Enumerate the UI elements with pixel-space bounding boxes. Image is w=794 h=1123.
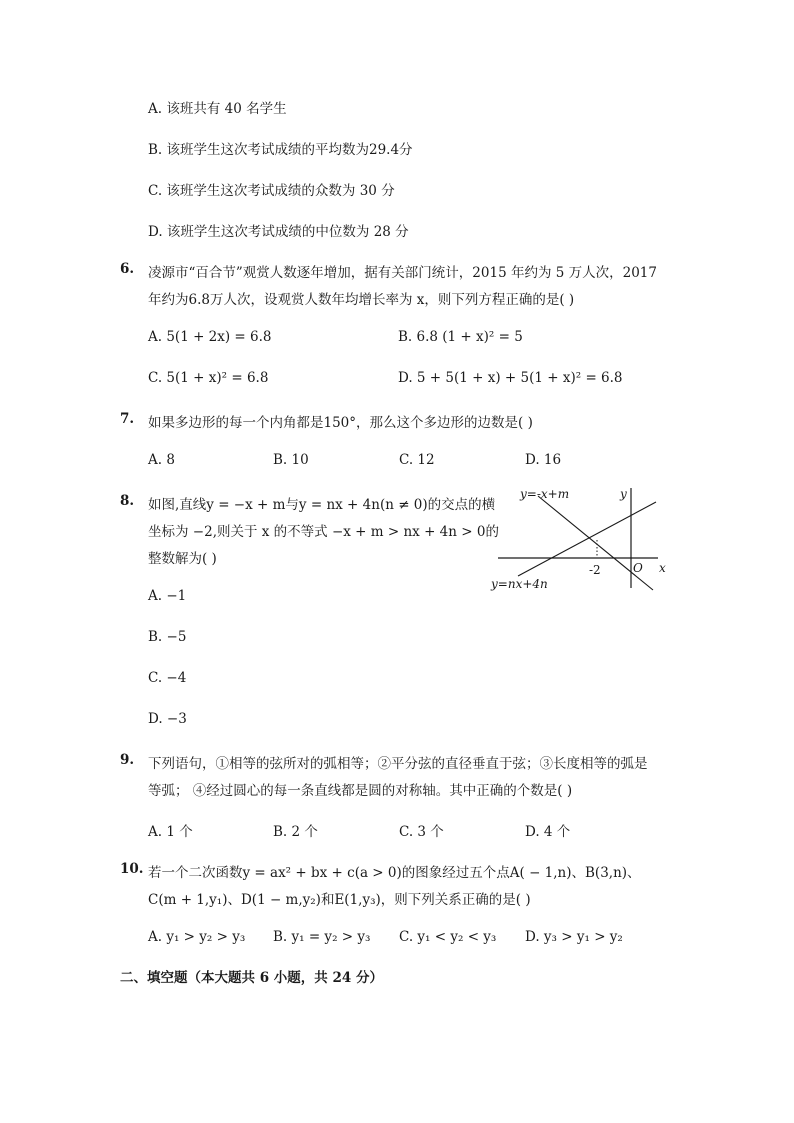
q8-stem-line2: 坐标为 −2,则关于 x 的不等式 −x + m > nx + 4n > 0的 bbox=[148, 524, 499, 540]
q7-option-c: C. 12 bbox=[399, 452, 435, 468]
q8-stem-line1: 如图,直线y = −x + m与y = nx + 4n(n ≠ 0)的交点的横 bbox=[148, 497, 496, 513]
q6-option-c: C. 5(1 + x)² = 6.8 bbox=[148, 370, 269, 386]
q10-option-c: C. y₁ < y₂ < y₃ bbox=[399, 929, 497, 945]
label-x-axis: x bbox=[659, 561, 666, 575]
q6-option-a: A. 5(1 + 2x) = 6.8 bbox=[148, 329, 272, 345]
label-origin: O bbox=[633, 561, 643, 575]
q5-option-c: C. 该班学生这次考试成绩的众数为 30 分 bbox=[148, 183, 395, 199]
q10-option-a: A. y₁ > y₂ > y₃ bbox=[148, 929, 246, 945]
q9-stem-line2: 等弧； ④经过圆心的每一条直线都是圆的对称轴。其中正确的个数是( ) bbox=[148, 783, 573, 799]
q10-stem-line1: 若一个二次函数y = ax² + bx + c(a > 0)的图象经过五个点A( − 1,n)、B(3,n)、 bbox=[148, 865, 641, 881]
q5-option-a: A. 该班共有 40 名学生 bbox=[148, 101, 287, 117]
q8-option-b: B. −5 bbox=[148, 629, 187, 645]
q6-option-d: D. 5 + 5(1 + x) + 5(1 + x)² = 6.8 bbox=[398, 370, 623, 386]
label-line1: y=-x+m bbox=[520, 487, 570, 501]
section-heading-fill-in: 二、填空题（本大题共 6 小题，共 24 分） bbox=[120, 970, 383, 986]
label-tick: -2 bbox=[589, 563, 601, 577]
q9-number: 9. bbox=[120, 752, 135, 768]
q6-stem-line2: 年约为6.8万人次，设观赏人数年均增长率为 x，则下列方程正确的是( ) bbox=[148, 292, 575, 308]
q9-option-b: B. 2 个 bbox=[273, 824, 318, 840]
q5-option-d: D. 该班学生这次考试成绩的中位数为 28 分 bbox=[148, 224, 409, 240]
q6-number: 6. bbox=[120, 261, 135, 277]
q6-option-b: B. 6.8 (1 + x)² = 5 bbox=[398, 329, 523, 345]
q9-option-d: D. 4 个 bbox=[525, 824, 571, 840]
q9-stem-line1: 下列语句，①相等的弦所对的弧相等；②平分弦的直径垂直于弦；③长度相等的弧是 bbox=[148, 756, 648, 772]
q10-number: 10. bbox=[120, 861, 144, 877]
q7-stem: 如果多边形的每一个内角都是150°，那么这个多边形的边数是( ) bbox=[148, 415, 533, 431]
q10-option-d: D. y₃ > y₁ > y₂ bbox=[525, 929, 623, 945]
label-y-axis: y bbox=[620, 487, 627, 501]
q6-stem-line1: 凌源市“百合节”观赏人数逐年增加，据有关部门统计，2015 年约为 5 万人次，2017 bbox=[148, 265, 657, 281]
q7-option-a: A. 8 bbox=[148, 452, 175, 468]
q8-option-a: A. −1 bbox=[148, 588, 187, 604]
q10-option-b: B. y₁ = y₂ > y₃ bbox=[273, 929, 371, 945]
q8-line-graph bbox=[488, 482, 678, 594]
q8-stem-line3: 整数解为( ) bbox=[148, 551, 217, 567]
label-line2: y=nx+4n bbox=[491, 577, 548, 591]
q10-stem-line2: C(m + 1,y₁)、D(1 − m,y₂)和E(1,y₃)，则下列关系正确的是( ) bbox=[148, 892, 531, 908]
q9-option-a: A. 1 个 bbox=[148, 824, 193, 840]
q8-option-c: C. −4 bbox=[148, 670, 187, 686]
q7-number: 7. bbox=[120, 411, 135, 427]
q8-number: 8. bbox=[120, 493, 135, 509]
q5-option-b: B. 该班学生这次考试成绩的平均数为29.4分 bbox=[148, 142, 413, 158]
q7-option-d: D. 16 bbox=[525, 452, 562, 468]
q8-option-d: D. −3 bbox=[148, 711, 187, 727]
q9-option-c: C. 3 个 bbox=[399, 824, 444, 840]
q7-option-b: B. 10 bbox=[273, 452, 309, 468]
